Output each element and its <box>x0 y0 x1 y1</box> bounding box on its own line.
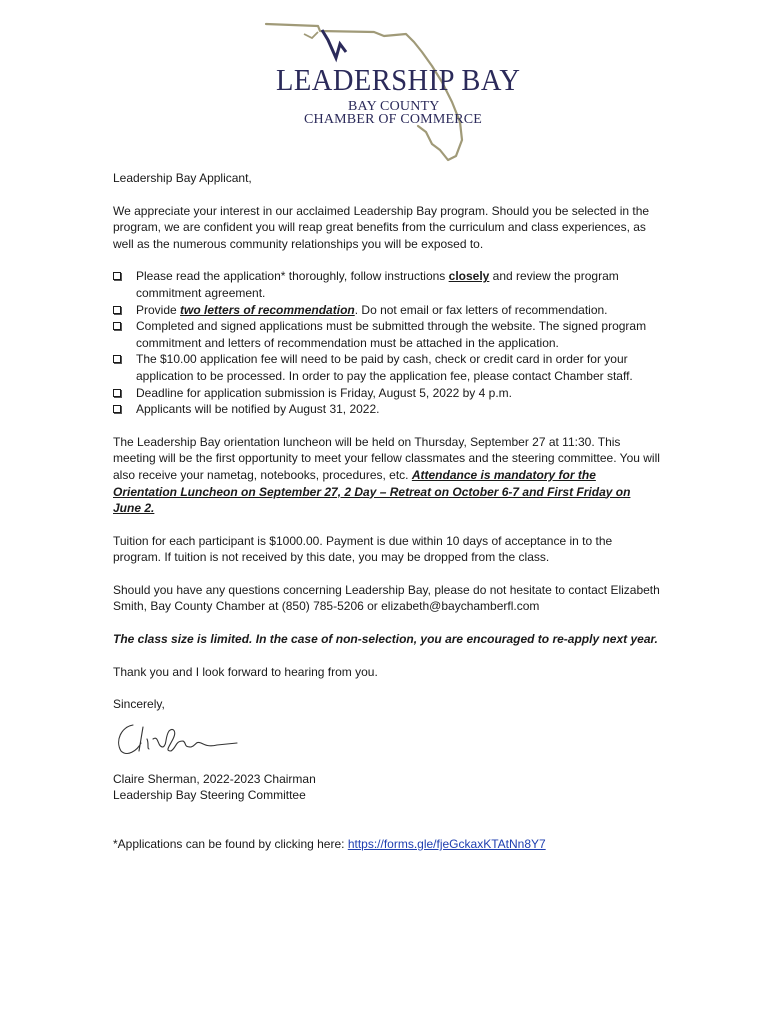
checkbox-icon <box>113 405 121 413</box>
orientation-paragraph: The Leadership Bay orientation luncheon will be held on Thursday, September 27 at 11:30. This meeting will be the first opportunity to meet your fellow classmates and the steering committee. You will also receive your nametag, notebooks, procedures, etc. Attendance is mandatory for the Orientation Luncheon on September 27, 2 Day – Retreat on October 6-7 and First Friday on June 2. <box>113 434 660 516</box>
class-size-notice: The class size is limited. In the case of non-selection, you are encouraged to re-apply next year. <box>113 632 658 647</box>
intro-paragraph: We appreciate your interest in our acclaimed Leadership Bay program. Should you be selected in the program, we are confident you will reap great benefits from the curriculum and class experiences, as well as the numerous community relationships you will be exposed to. <box>113 203 650 251</box>
handwritten-signature <box>113 717 243 761</box>
checklist-item: Provide two letters of recommendation. Do not email or fax letters of recommendation. <box>113 302 661 319</box>
checklist-item: Completed and signed applications must be submitted through the website. The signed program commitment and letters of recommendation must be attached in the application. <box>113 318 661 351</box>
emphasis-two-letters: two letters of recommendation <box>180 302 355 317</box>
tuition-paragraph: Tuition for each participant is $1000.00. Payment is due within 10 days of acceptance in to the program. If tuition is not received by this date, you may be dropped from the class. <box>113 533 613 565</box>
requirements-checklist <box>113 268 661 417</box>
signer-organization: Leadership Bay Steering Committee <box>113 788 306 803</box>
signer-name: Claire Sherman, 2022-2023 Chairman <box>113 771 316 786</box>
footnote: *Applications can be found by clicking here: https://forms.gle/fjeGckaxKTAtNn8Y7 <box>113 837 546 852</box>
chamber-logo <box>256 22 521 162</box>
checkbox-icon <box>113 355 121 363</box>
logo-subtitle-county: BAY COUNTY <box>348 99 440 114</box>
attendance-notice: Attendance is mandatory for the Orientation Luncheon on September 27, 2 Day – Retreat on October 6-7 and First Friday on June 2. <box>113 467 631 516</box>
logo-subtitle-chamber: CHAMBER OF COMMERCE <box>304 112 483 127</box>
logo-title: LEADERSHIP BAY <box>276 62 521 97</box>
letter-body <box>113 170 661 853</box>
checklist-item: Applicants will be notified by August 31, 2022. <box>113 401 661 418</box>
emphasis-closely: closely <box>448 269 490 284</box>
checklist-item: The $10.00 application fee will need to be paid by cash, check or credit card in order for your application to be processed. In order to pay the application fee, please contact Chamber staff. <box>113 351 661 384</box>
closing-line: Sincerely, <box>113 697 165 712</box>
checkbox-icon <box>113 389 121 397</box>
checkbox-icon <box>113 322 121 330</box>
application-form-link[interactable]: https://forms.gle/fjeGckaxKTAtNn8Y7 <box>347 837 546 852</box>
checkbox-icon <box>113 306 121 314</box>
checklist-item: Deadline for application submission is Friday, August 5, 2022 by 4 p.m. <box>113 385 661 402</box>
checklist-item: Please read the application* thoroughly, follow instructions closely and review the program commitment agreement. <box>113 268 661 301</box>
contact-paragraph: Should you have any questions concerning Leadership Bay, please do not hesitate to contact Elizabeth Smith, Bay County Chamber at (850) 785-5206 or elizabeth@baychamberfl.com <box>113 582 660 614</box>
salutation: Leadership Bay Applicant, <box>113 171 252 185</box>
thanks-line: Thank you and I look forward to hearing from you. <box>113 664 378 679</box>
checkbox-icon <box>113 272 121 280</box>
